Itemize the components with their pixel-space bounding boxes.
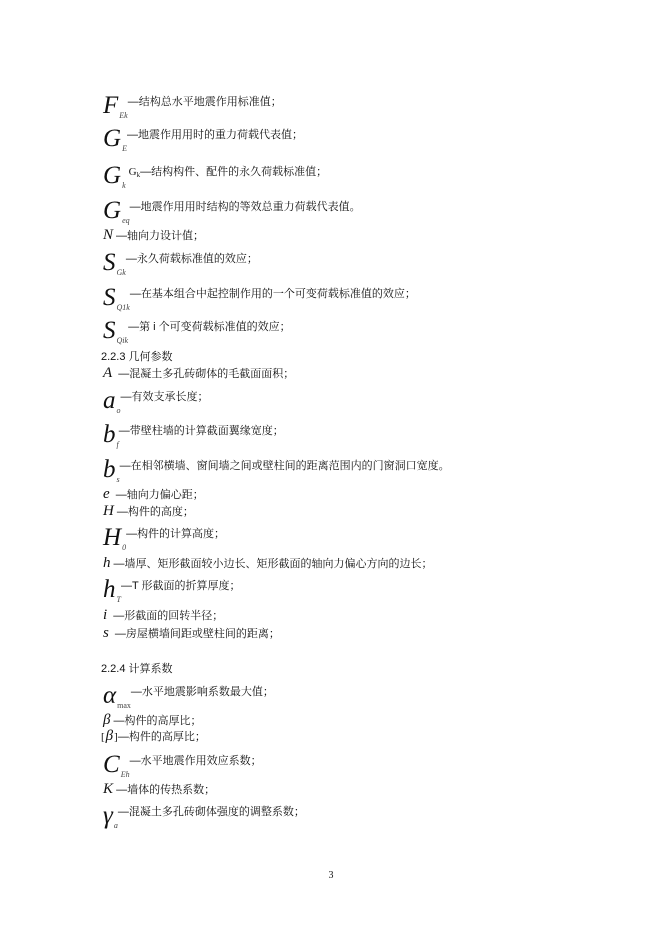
def-ao (103, 387, 209, 415)
symbol: N (103, 227, 114, 243)
symbol: β (103, 712, 111, 728)
def-s (103, 624, 280, 642)
symbol: α (103, 682, 117, 709)
def-SQik (103, 317, 291, 345)
definition-text: —墙厚、矩形截面较小边长、矩形截面的轴向力偏心方向的边长； (113, 558, 433, 570)
symbol: H (103, 503, 114, 519)
symbol: G (103, 197, 122, 224)
symbol: i (103, 607, 108, 623)
section-heading-coeff: 2.2.4 计算系数 (101, 663, 173, 675)
definition-text: —构件的高厚比； (110, 715, 202, 727)
subscript: s (116, 475, 120, 484)
def-i (103, 606, 223, 624)
def-A (103, 364, 294, 382)
subscript: eq (122, 216, 130, 225)
subscript: max (117, 701, 131, 710)
symbol: S (103, 249, 116, 276)
symbol: A (103, 365, 113, 381)
subscript: 0 (122, 543, 127, 552)
definition-text: —形截面的回转半径； (110, 610, 224, 622)
subscript: Gk (116, 268, 126, 277)
def-K (103, 780, 215, 798)
symbol: H (103, 524, 122, 551)
symbol: b (103, 421, 116, 448)
definition-text: —房屋横墙间距或壁柱间的距离； (111, 628, 280, 640)
definition-text: —轴向力设计值； (116, 230, 205, 242)
definition-text: —永久荷载标准值的效应； (125, 253, 258, 265)
definition-text: —地震作用用时结构的等效总重力荷载代表值。 (129, 201, 361, 213)
symbol: s (103, 625, 109, 641)
subscript: T (116, 595, 121, 604)
definition-text: —第 i 个可变荷载标准值的效应； (128, 321, 291, 333)
def-beta-bracket (101, 727, 206, 745)
symbol: G (103, 162, 122, 189)
symbol: C (103, 751, 120, 778)
subscript: o (116, 406, 121, 415)
definition-text: —墙体的传热系数； (113, 784, 216, 796)
definition-text: —水平地震影响系数最大值； (130, 686, 274, 698)
subscript: Ek (119, 111, 128, 120)
prefix-subscript: k (136, 171, 141, 179)
definition-text: —结构构件、配件的永久荷载标准值； (140, 166, 328, 178)
prefix-symbol: G (128, 166, 137, 178)
def-alpha-max (103, 682, 274, 710)
symbol: b (103, 456, 116, 483)
definition-text: —在基本组合中起控制作用的一个可变荷载标准值的效应； (129, 288, 416, 300)
def-h (103, 554, 433, 572)
symbol: a (103, 387, 116, 414)
def-hT (103, 576, 241, 604)
subscript: a (113, 821, 118, 830)
symbol: e (103, 486, 110, 502)
definition-text: —构件的高厚比； (117, 731, 206, 743)
page-number: 3 (328, 870, 334, 881)
definition-text: —T 形截面的折算厚度； (120, 580, 241, 592)
symbol: F (103, 92, 119, 119)
def-bs (103, 456, 450, 484)
symbol: β (105, 728, 114, 744)
def-Geq (103, 197, 361, 225)
symbol: h (103, 576, 116, 603)
def-SGk (103, 249, 258, 277)
definition-text: —水平地震作用效应系数； (129, 755, 262, 767)
definition-text: —构件的计算高度； (126, 528, 226, 540)
definition-text: —地震作用用时的重力荷载代表值； (126, 129, 303, 141)
definition-text: —混凝土多孔砖砌体的毛截面面积； (115, 368, 295, 380)
def-bf (103, 421, 284, 449)
subscript: Eh (120, 770, 130, 779)
subscript: k (122, 181, 126, 190)
subscript: f (116, 440, 119, 449)
def-CEh (103, 751, 262, 779)
def-H (103, 502, 194, 520)
symbol: K (103, 781, 114, 797)
symbol: S (103, 284, 116, 311)
symbol: γ (103, 802, 113, 829)
bracket-open: [ (101, 731, 105, 743)
section-heading-geometry: 2.2.3 几何参数 (101, 351, 173, 363)
symbol: h (103, 555, 111, 571)
symbol: G (103, 125, 122, 152)
definition-text: —带壁柱墙的计算截面翼缘宽度； (118, 425, 284, 437)
bracket-close: ] (114, 731, 118, 743)
def-SQ1k (103, 284, 416, 312)
subscript: Qik (116, 336, 129, 345)
definition-text: —结构总水平地震作用标准值； (127, 96, 282, 108)
subscript: E (122, 144, 127, 153)
def-Gk (103, 162, 327, 190)
def-N (103, 226, 204, 244)
subscript: Q1k (116, 303, 130, 312)
def-e (103, 485, 204, 503)
symbol: S (103, 317, 116, 344)
def-FEk (103, 92, 282, 120)
def-gamma-a (103, 802, 305, 830)
def-H0 (103, 524, 225, 552)
def-GE (103, 125, 303, 153)
definition-text: —混凝土多孔砖砌体强度的调整系数； (117, 806, 305, 818)
definition-text: —轴向力偏心距； (112, 489, 204, 501)
definition-text: —构件的高度； (116, 506, 194, 518)
definition-text: —在相邻横墙、窗间墙之间或壁柱间的距离范围内的门窗洞口宽度。 (119, 460, 450, 472)
definition-text: —有效支承长度； (120, 391, 209, 403)
